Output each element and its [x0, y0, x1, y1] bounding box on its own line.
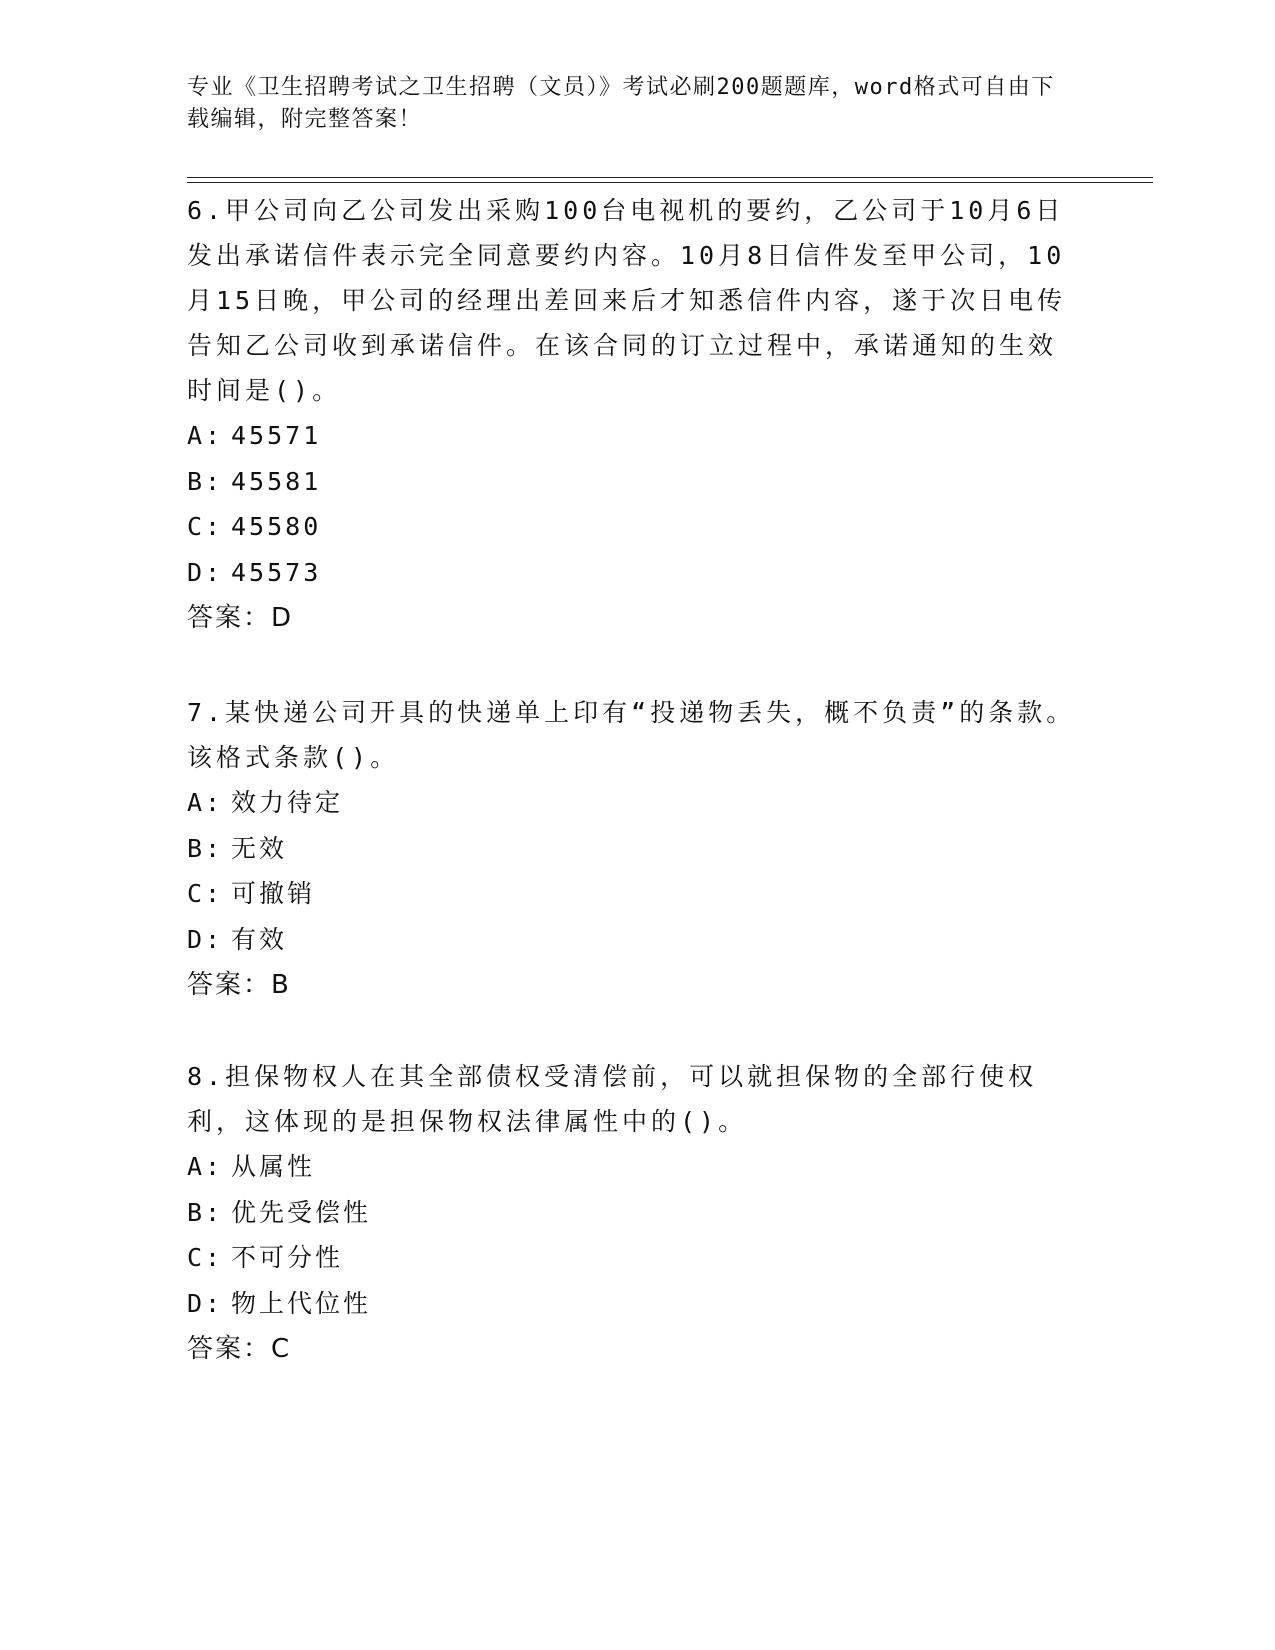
option-a: [187, 1144, 1077, 1190]
option-text: 不可分性: [231, 1243, 344, 1272]
question-text: 7.某快递公司开具的快递单上印有“投递物丢失，概不负责”的条款。该格式条款()。: [187, 698, 1076, 772]
header-divider-top: [187, 177, 1153, 178]
option-text: 有效: [231, 924, 288, 954]
option-d: [187, 1281, 1077, 1327]
option-c: [187, 871, 1077, 917]
option-a: [187, 413, 1077, 459]
option-letter: C:: [187, 879, 224, 908]
question-text: 6.甲公司向乙公司发出采购100台电视机的要约，乙公司于10月6日发出承诺信件表示完全同意要约内容。10月8日信件发至甲公司，10月15日晚，甲公司的经理出差回来后才知悉信件内容，遂于次日电传告知乙公司收到承诺信件。在该合同的订立过程中，承诺通知的生效时间是()。: [187, 196, 1067, 405]
answer: 答案：C: [187, 1334, 292, 1364]
answer: 答案：D: [187, 603, 294, 633]
header-divider-bottom: [187, 182, 1153, 183]
answer: 答案：B: [187, 970, 291, 1000]
option-letter: C:: [187, 1243, 224, 1272]
option-letter: D:: [187, 924, 224, 954]
option-text: 45573: [231, 557, 322, 587]
option-text: 无效: [231, 833, 288, 863]
document-intro: 专业《卫生招聘考试之卫生招聘（文员）》考试必刷200题题库，word格式可自由下载编辑，附完整答案！: [187, 75, 1055, 132]
option-letter: D:: [187, 557, 224, 587]
option-b: [187, 1190, 1077, 1236]
option-letter: B:: [187, 833, 224, 863]
option-text: 效力待定: [231, 788, 344, 817]
option-b: [187, 826, 1077, 872]
option-letter: B:: [187, 1197, 224, 1227]
question-6: [187, 188, 1077, 641]
option-letter: B:: [187, 466, 224, 496]
option-text: 物上代位性: [231, 1288, 372, 1318]
option-text: 45580: [231, 512, 322, 541]
option-text: 45581: [231, 466, 322, 496]
option-c: [187, 504, 1077, 550]
option-text: 优先受偿性: [231, 1197, 372, 1227]
question-8: [187, 1054, 1077, 1372]
option-letter: A:: [187, 421, 224, 450]
question-text: 8.担保物权人在其全部债权受清偿前，可以就担保物的全部行使权利，这体现的是担保物权法律属性中的()。: [187, 1062, 1038, 1136]
option-d: [187, 550, 1077, 596]
option-letter: C:: [187, 512, 224, 541]
question-7: [187, 690, 1077, 1008]
option-d: [187, 917, 1077, 963]
option-a: [187, 780, 1077, 826]
option-letter: D:: [187, 1288, 224, 1318]
option-letter: A:: [187, 1152, 224, 1181]
option-text: 可撤销: [231, 879, 316, 908]
option-c: [187, 1235, 1077, 1281]
option-letter: A:: [187, 788, 224, 817]
option-text: 从属性: [231, 1152, 316, 1181]
option-text: 45571: [231, 421, 322, 450]
option-b: [187, 459, 1077, 505]
